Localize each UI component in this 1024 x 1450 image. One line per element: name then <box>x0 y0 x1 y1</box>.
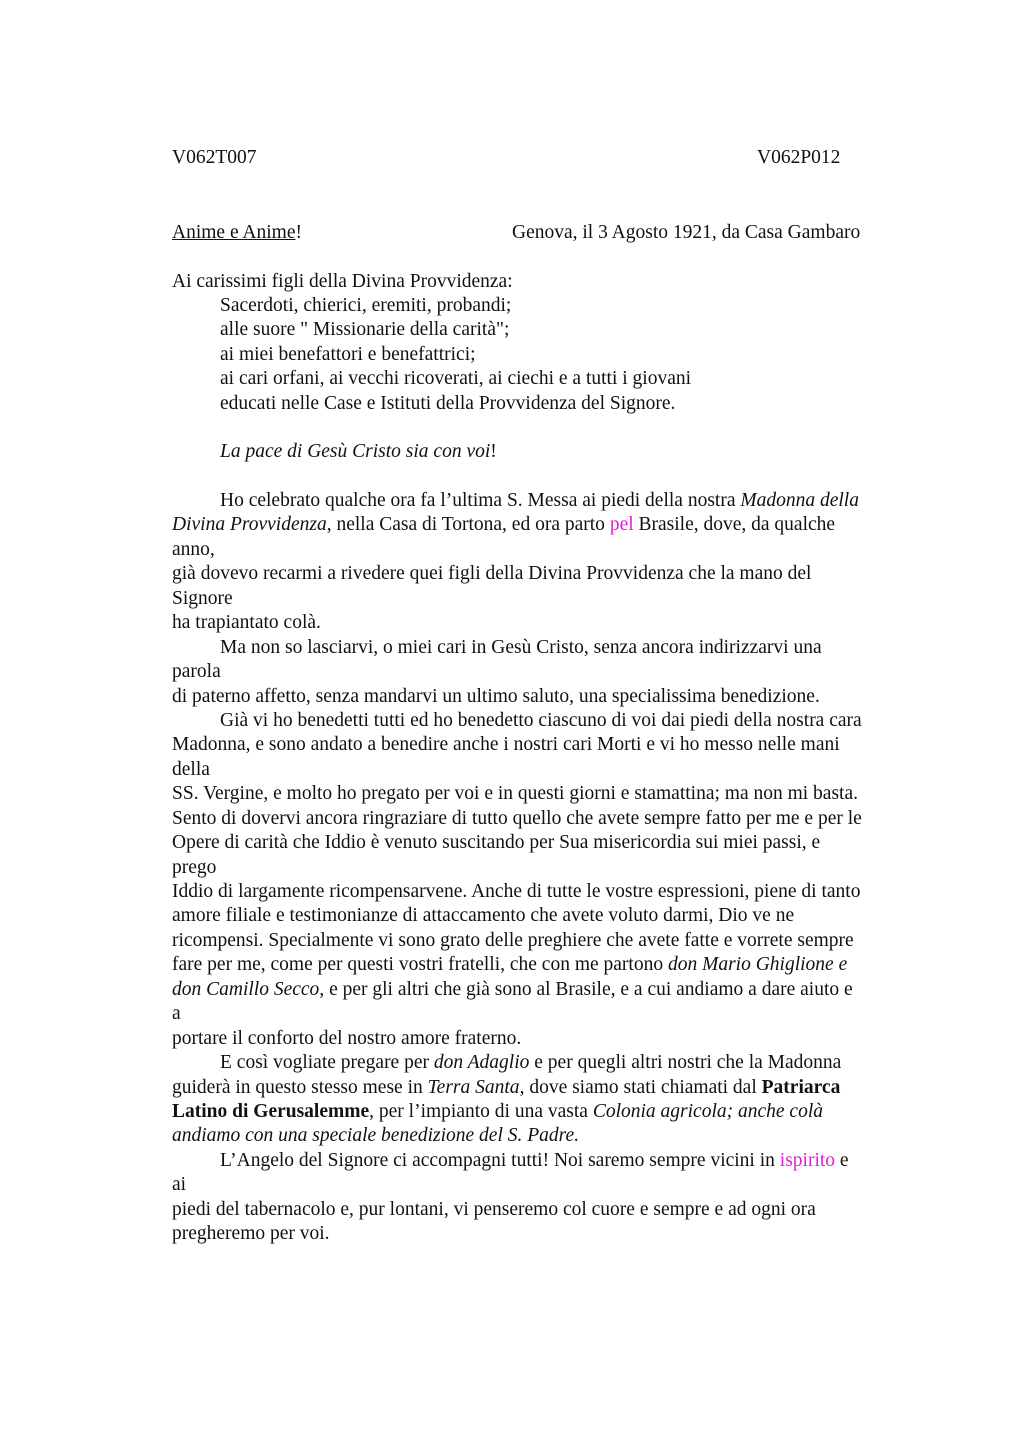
text-run: Madonna della <box>740 490 859 511</box>
recipient-line: alle suore " Missionarie della carità"; <box>220 319 510 340</box>
title-text: Anime e Anime <box>172 222 296 243</box>
greeting-punct: ! <box>490 441 497 462</box>
text-run: andiamo con una speciale benedizione del S. Padre. <box>172 1125 580 1146</box>
letter-title <box>172 221 302 245</box>
text-run: Ho celebrato qualche ora fa l’ultima S. Messa ai piedi della nostra <box>220 490 741 511</box>
address-opening: Ai carissimi figli della Divina Provvidenza: <box>172 271 513 292</box>
body-line: ai <box>172 1174 187 1195</box>
body-line: prego <box>172 857 217 878</box>
greeting-text: La pace di Gesù Cristo sia con voi <box>220 441 491 462</box>
text-run: guiderà in questo stesso mese in <box>172 1077 428 1098</box>
text-run: , nella Casa di Tortona, ed ora parto <box>326 514 610 535</box>
right-code: V062P012 <box>757 147 841 168</box>
body-line: amore filiale e testimonianze di attaccamento che avete voluto darmi, Dio ve ne <box>172 905 795 926</box>
text-run: Colonia agricola; anche colà <box>592 1101 823 1122</box>
body-line: Sento di dovervi ancora ringraziare di tutto quello che avete sempre fatto per me e per le <box>172 808 862 829</box>
text-run: e <box>835 1150 849 1171</box>
text-run: fare per me, come per questi vostri fratelli, che con me partono <box>172 954 668 975</box>
body-line: Già vi ho benedetti tutti ed ho benedetto ciascuno di voi dai piedi della nostra cara <box>220 710 862 731</box>
text-run: L’Angelo del Signore ci accompagni tutti! Noi saremo sempre vicini in <box>220 1150 780 1171</box>
body-line: parola <box>172 661 221 682</box>
body-line: anno, <box>172 539 215 560</box>
text-run: don Mario Ghiglione e <box>667 954 848 975</box>
text-run: Divina Provvidenza <box>172 514 327 535</box>
text-run: Terra Santa <box>427 1077 520 1098</box>
body-line <box>172 1076 840 1100</box>
text-run: , e per gli altri che già sono al Brasile, e a cui andiamo a dare aiuto e <box>319 979 853 1000</box>
recipient-line: Sacerdoti, chierici, eremiti, probandi; <box>220 295 512 316</box>
title-punct: ! <box>295 222 302 243</box>
body-line: SS. Vergine, e molto ho pregato per voi e in questi giorni e stamattina; ma non mi basta. <box>172 783 858 804</box>
text-run: Brasile, dove, da qualche <box>633 514 836 535</box>
greeting <box>220 440 497 464</box>
text-run: don Camillo Secco <box>172 979 320 1000</box>
body-line <box>172 513 835 537</box>
body-line <box>220 489 859 513</box>
body-line: Iddio di largamente ricompensarvene. Anche di tutte le vostre espressioni, piene di tanto <box>172 881 861 902</box>
body-line: a <box>172 1003 181 1024</box>
body-line: Madonna, e sono andato a benedire anche i nostri cari Morti e vi ho messo nelle mani <box>172 734 840 755</box>
text-run: Latino di Gerusalemme <box>172 1101 370 1122</box>
body-line <box>172 978 853 1002</box>
body-line <box>172 1124 579 1148</box>
recipient-line: educati nelle Case e Istituti della Provvidenza del Signore. <box>220 393 676 414</box>
body-line <box>220 1149 849 1173</box>
body-line: pregheremo per voi. <box>172 1223 330 1244</box>
body-line: Ma non so lasciarvi, o miei cari in Gesù Cristo, senza ancora indirizzarvi una <box>220 637 822 658</box>
body-line: ha trapiantato colà. <box>172 612 321 633</box>
text-run: E così vogliate pregare per <box>220 1052 434 1073</box>
text-run: don Adaglio <box>433 1052 530 1073</box>
body-line <box>220 1051 841 1075</box>
text-run: , per l’impianto di una vasta <box>369 1101 593 1122</box>
body-line: Opere di carità che Iddio è venuto suscitando per Sua misericordia sui miei passi, e <box>172 832 821 853</box>
body-line: ricompensi. Specialmente vi sono grato delle preghiere che avete fatte e vorrete sempre <box>172 930 854 951</box>
body-line <box>172 1100 823 1124</box>
highlighted-word: pel <box>609 514 634 535</box>
body-line: portare il conforto del nostro amore fraterno. <box>172 1028 522 1049</box>
left-code: V062T007 <box>172 147 257 168</box>
recipient-line: ai cari orfani, ai vecchi ricoverati, ai ciechi e a tutti i giovani <box>220 368 692 389</box>
body-line: già dovevo recarmi a rivedere quei figli della Divina Provvidenza che la mano del <box>172 563 812 584</box>
recipient-line: ai miei benefattori e benefattrici; <box>220 344 476 365</box>
body-line: piedi del tabernacolo e, pur lontani, vi penseremo col cuore e sempre e ad ogni ora <box>172 1199 816 1220</box>
body-line: Signore <box>172 588 233 609</box>
text-run: Patriarca <box>761 1077 841 1098</box>
text-run: e per quegli altri nostri che la Madonna <box>529 1052 842 1073</box>
body-line: di paterno affetto, senza mandarvi un ultimo saluto, una specialissima benedizione. <box>172 686 820 707</box>
body-line: della <box>172 759 210 780</box>
place-date: Genova, il 3 Agosto 1921, da Casa Gambaro <box>512 222 861 243</box>
highlighted-word: ispirito <box>779 1150 836 1171</box>
body-line <box>172 953 847 977</box>
text-run: , dove siamo stati chiamati dal <box>519 1077 762 1098</box>
